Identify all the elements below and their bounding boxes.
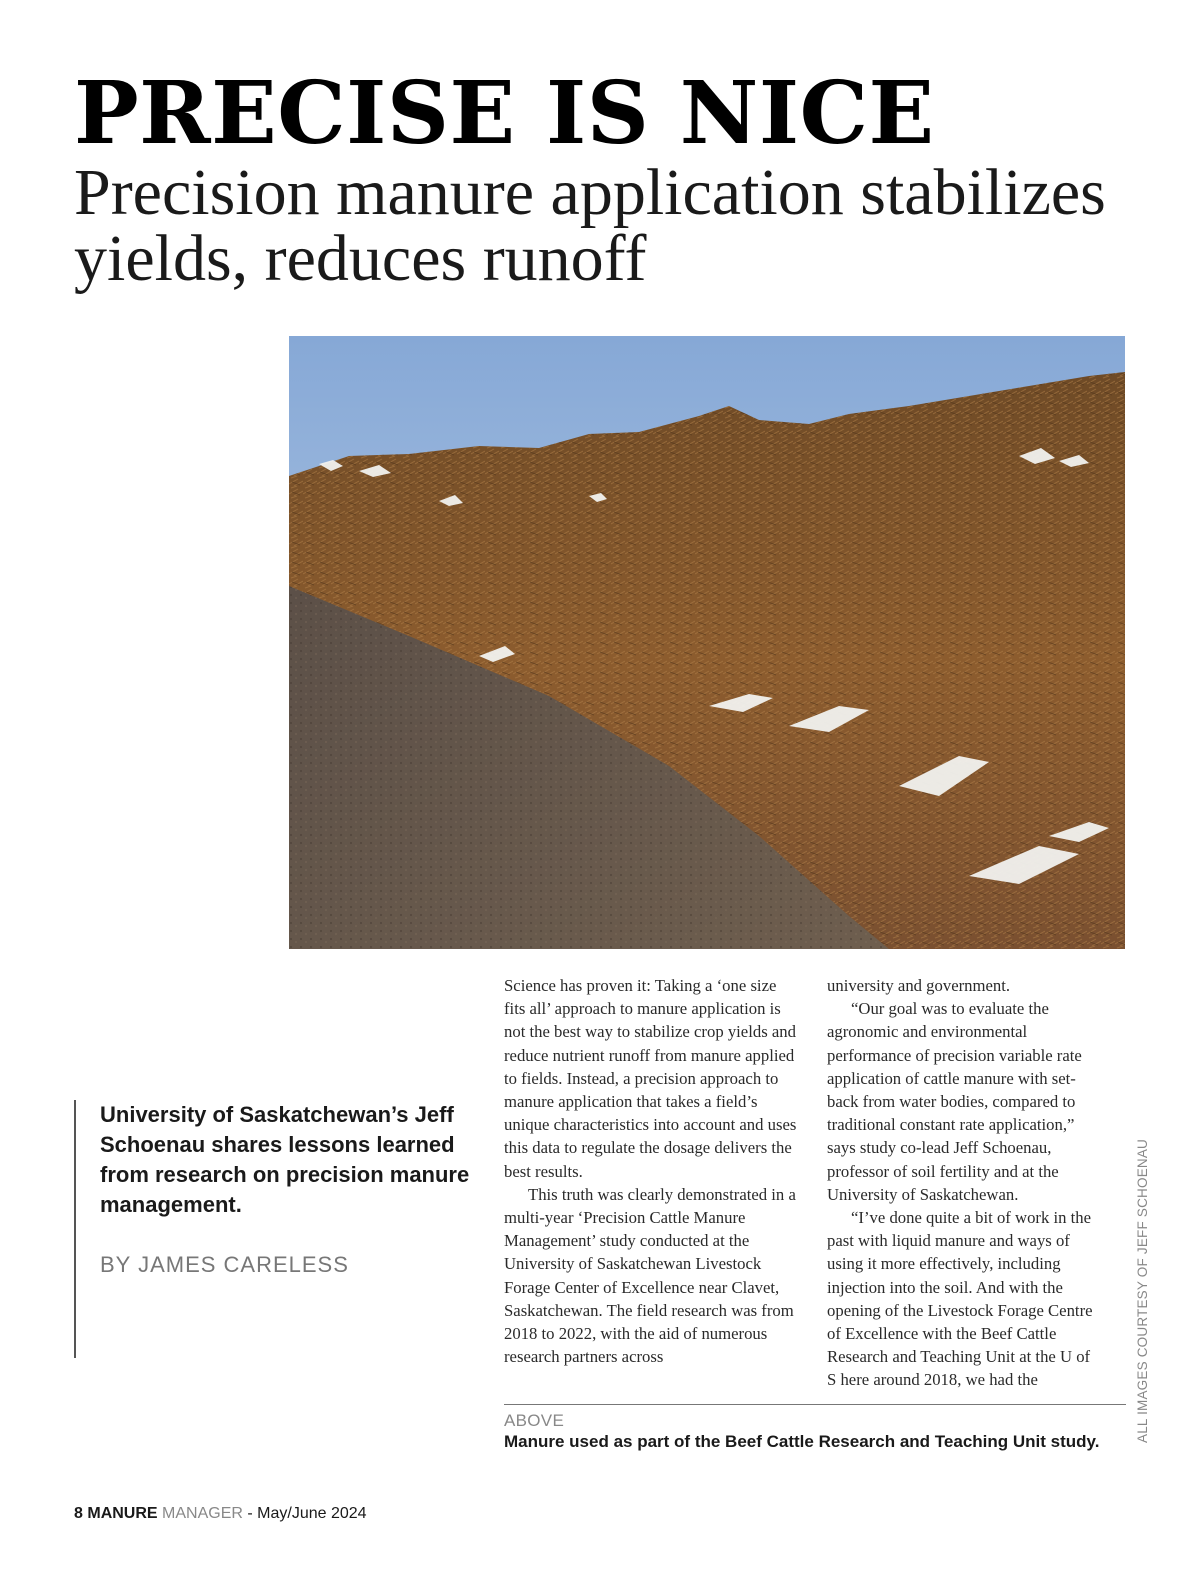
deck-block	[74, 1100, 486, 1358]
paragraph: Science has proven it: Taking a ‘one size fits all’ approach to manure application is not the best way to stabilize crop yields and reduce nutrient runoff from manure applied to fields. Instead, a precision approach to manure application that takes a field’s unique characteristics into account and uses this data to regulate the dosage delivers the best results.	[504, 976, 797, 1181]
magazine-name-light: MANAGER	[162, 1505, 243, 1522]
footer-separator: -	[242, 1505, 258, 1522]
issue-date: May/June 2024	[257, 1505, 367, 1522]
page-number: 8	[74, 1505, 83, 1522]
page-footer	[74, 1505, 367, 1523]
photo-credit: ALL IMAGES COURTESY OF JEFF SCHOENAU	[1135, 1138, 1150, 1443]
subheadline: Precision manure application stabilizes yields, reduces runoff	[74, 156, 1106, 295]
paragraph: “I’ve done quite a bit of work in the past with liquid manure and ways of using it more effectively, including injection into the soil. And with the opening of the Livestock Forage Centre of Excellence with the Beef Cattle Research and Teaching Unit at the U of S here around 2018, we had the	[827, 1208, 1093, 1390]
byline: BY JAMES CARELESS	[100, 1252, 349, 1277]
hero-photo	[289, 336, 1125, 949]
body-column-2	[827, 974, 1103, 1392]
deck-text: University of Saskatchewan’s Jeff Schoenau shares lessons learned from research on precision manure management.	[100, 1102, 470, 1217]
magazine-name-bold: MANURE	[87, 1505, 158, 1522]
paragraph: university and government.	[827, 976, 1011, 995]
photo-caption	[504, 1404, 1126, 1452]
body-column-1	[504, 974, 800, 1368]
manure-pile-illustration	[289, 336, 1125, 949]
caption-text: Manure used as part of the Beef Cattle Research and Teaching Unit study.	[504, 1432, 1100, 1451]
paragraph: “Our goal was to evaluate the agronomic and environmental performance of precision variable rate application of cattle manure with set-back from water bodies, compared to traditional constant rate application,” says study co-lead Jeff Schoenau, professor of soil fertility and at the University of Saskatchewan.	[827, 999, 1082, 1204]
headline: PRECISE IS NICE	[74, 63, 935, 164]
caption-label: ABOVE	[504, 1411, 565, 1430]
paragraph: This truth was clearly demonstrated in a multi-year ‘Precision Cattle Manure Management’ study conducted at the University of Saskatchewan Livestock Forage Center of Excellence near Clavet, Saskatchewan. The field research was from 2018 to 2022, with the aid of numerous research partners across	[504, 1184, 796, 1367]
